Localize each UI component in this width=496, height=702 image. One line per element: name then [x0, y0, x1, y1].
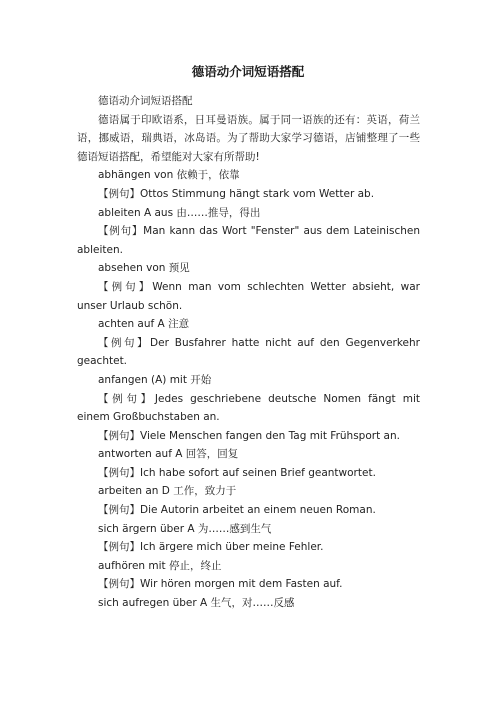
phrase-entry: sich aufregen über A 生气，对……反感 — [98, 597, 295, 610]
example-sentence: 【例句】Wir hören morgen mit dem Fasten auf. — [98, 578, 343, 591]
example-sentence: 【例句】Man kann das Wort "Fenster" aus dem Lateinischen ableiten. — [77, 225, 420, 256]
phrase-entry: anfangen (A) mit 开始 — [98, 373, 212, 386]
phrase-entry: arbeiten an D 工作，致力于 — [98, 485, 237, 498]
example-sentence: 【例句】Jedes geschriebene deutsche Nomen fängt mit einem Großbuchstaben an. — [77, 392, 420, 424]
document-title: 德语动介词短语搭配 — [191, 64, 305, 79]
phrase-entry: ableiten A aus 由……推导，得出 — [98, 206, 261, 219]
example-sentence: 【例句】Die Autorin arbeitet an einem neuen Roman. — [98, 504, 376, 517]
example-sentence: 【例句】Viele Menschen fangen den Tag mit Frühsport an. — [98, 429, 400, 442]
phrase-entry: absehen von 预见 — [98, 262, 190, 275]
subtitle-paragraph: 德语动介词短语搭配 — [98, 95, 193, 107]
example-sentence: 【例句】Ich habe sofort auf seinen Brief geantwortet. — [98, 466, 376, 479]
phrase-entry: sich ärgern über A 为……感到生气 — [98, 522, 272, 535]
document-body — [77, 92, 420, 613]
phrase-entry: aufhören mit 停止，终止 — [98, 559, 222, 572]
example-sentence: 【例句】Ich ärgere mich über meine Fehler. — [98, 541, 324, 554]
phrase-entry: abhängen von 依赖于，依靠 — [98, 169, 240, 182]
example-sentence: 【例句】Wenn man vom schlechten Wetter absieht, war unser Urlaub schön. — [77, 280, 420, 312]
phrase-entry: achten auf A 注意 — [98, 318, 190, 331]
example-sentence: 【例句】Der Busfahrer hatte nicht auf den Gegenverkehr geachtet. — [77, 336, 420, 368]
phrase-entry: antworten auf A 回答，回复 — [98, 448, 239, 461]
example-sentence: 【例句】Ottos Stimmung hängt stark vom Wetter ab. — [98, 187, 375, 200]
intro-paragraph: 德语属于印欧语系，日耳曼语族。属于同一语族的还有：英语，荷兰语，挪威语，瑞典语，冰岛语。为了帮助大家学习德语，店铺整理了一些德语短语搭配，希望能对大家有所帮助! — [77, 113, 420, 163]
